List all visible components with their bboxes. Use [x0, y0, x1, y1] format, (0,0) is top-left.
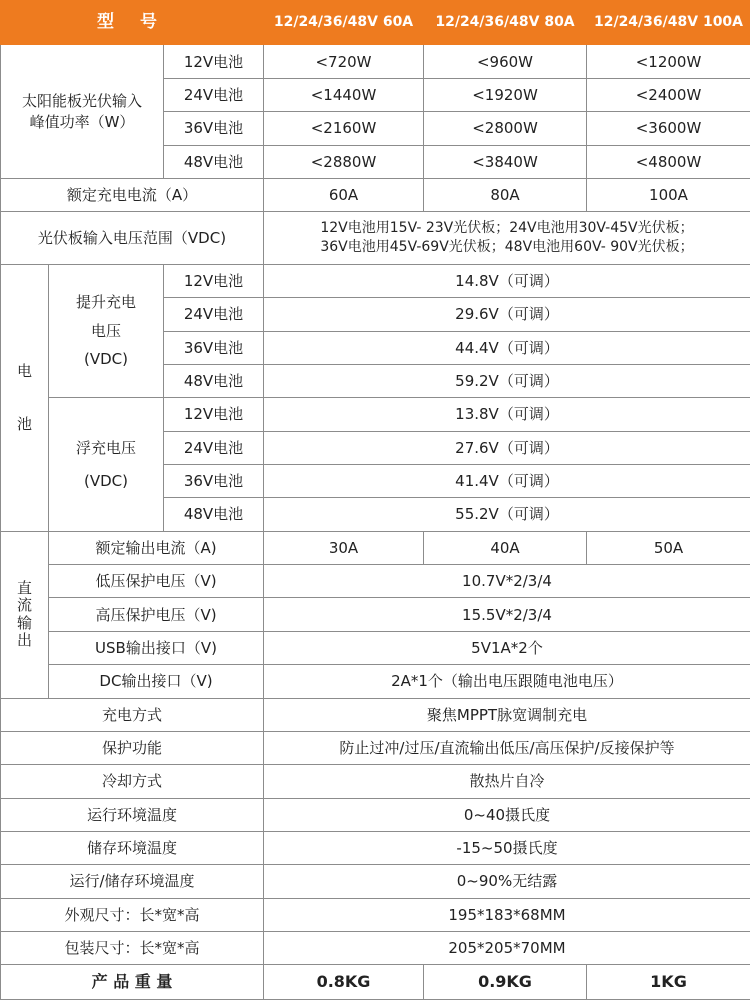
value-cell: -15~50摄氏度 [264, 831, 750, 864]
value-cell: 80A [424, 178, 587, 211]
header-60a: 12/24/36/48V 60A [264, 1, 424, 45]
table-row [1, 631, 750, 664]
table-row [1, 965, 750, 1000]
spec-label: 包装尺寸：长*宽*高 [1, 932, 264, 965]
value-cell: 27.6V（可调） [264, 431, 750, 464]
value-cell: 59.2V（可调） [264, 364, 750, 397]
boost-label-line1: 提升充电 [75, 293, 136, 312]
spec-label: 冷却方式 [1, 765, 264, 798]
value-cell: <2880W [264, 145, 424, 178]
battery-cell: 36V电池 [164, 331, 264, 364]
value-cell: <1440W [264, 78, 424, 111]
table-row [1, 865, 750, 898]
dc-output-char: 流 [16, 596, 32, 615]
table-row [1, 765, 750, 798]
boost-label-line3: (VDC) [84, 350, 128, 369]
value-cell: 5V1A*2个 [264, 631, 750, 664]
value-cell: 40A [424, 531, 587, 564]
table-row [1, 531, 750, 564]
value-cell: 30A [264, 531, 424, 564]
value-cell: 10.7V*2/3/4 [264, 565, 750, 598]
value-cell: <2400W [587, 78, 750, 111]
value-cell: 防止过冲/过压/直流输出低压/高压保护/反接保护等 [264, 731, 750, 764]
weight-label: 产 品 重 量 [1, 965, 264, 1000]
battery-cell: 24V电池 [164, 298, 264, 331]
header-100a: 12/24/36/48V 100A [587, 1, 750, 45]
pv-power-label [1, 45, 164, 178]
float-label-line1: 浮充电压 [75, 438, 136, 457]
header-80a: 12/24/36/48V 80A [424, 1, 587, 45]
battery-cell: 36V电池 [164, 465, 264, 498]
value-cell: <2160W [264, 112, 424, 145]
value-cell: <3600W [587, 112, 750, 145]
value-cell: 聚焦MPPT脉宽调制充电 [264, 698, 750, 731]
pv-voltage-label: 光伏板输入电压范围（VDC) [1, 212, 264, 265]
boost-voltage-label [49, 264, 164, 397]
value-cell: 13.8V（可调） [264, 398, 750, 431]
table-row [1, 932, 750, 965]
value-cell: 41.4V（可调） [264, 465, 750, 498]
value-cell: 44.4V（可调） [264, 331, 750, 364]
spec-label: 充电方式 [1, 698, 264, 731]
battery-cell: 12V电池 [164, 45, 264, 78]
value-cell: 0.8KG [264, 965, 424, 1000]
battery-cell: 48V电池 [164, 498, 264, 531]
battery-group-label [1, 264, 49, 531]
table-row [1, 831, 750, 864]
value-cell: <960W [424, 45, 587, 78]
value-cell: 100A [587, 178, 750, 211]
value-cell: 1KG [587, 965, 750, 1000]
dc-output-group-label [1, 531, 49, 698]
table-row [1, 665, 750, 698]
value-cell: 15.5V*2/3/4 [264, 598, 750, 631]
battery-cell: 12V电池 [164, 398, 264, 431]
table-row [1, 45, 750, 78]
table-row [1, 565, 750, 598]
battery-cell: 12V电池 [164, 264, 264, 297]
spec-label: 储存环境温度 [1, 831, 264, 864]
table-row [1, 698, 750, 731]
table-row [1, 178, 750, 211]
value-cell: 散热片自冷 [264, 765, 750, 798]
spec-label: 运行环境温度 [1, 798, 264, 831]
dc-output-char: 直 [16, 579, 32, 598]
float-label-line2: (VDC) [84, 471, 128, 490]
value-cell: 0~90%无结露 [264, 865, 750, 898]
dc-label: DC输出接口（V) [49, 665, 264, 698]
low-protect-label: 低压保护电压（V) [49, 565, 264, 598]
value-cell: <1920W [424, 78, 587, 111]
value-cell: 0~40摄氏度 [264, 798, 750, 831]
high-protect-label: 高压保护电压（V) [49, 598, 264, 631]
battery-label-bottom: 池 [16, 414, 32, 433]
battery-cell: 48V电池 [164, 364, 264, 397]
table-row [1, 264, 750, 297]
table-row [1, 898, 750, 931]
value-cell: 60A [264, 178, 424, 211]
pv-power-label-line1: 太阳能板光伏输入 [21, 92, 142, 111]
table-row [1, 731, 750, 764]
value-cell: 50A [587, 531, 750, 564]
value-cell: <1200W [587, 45, 750, 78]
float-voltage-label [49, 398, 164, 531]
value-cell: <720W [264, 45, 424, 78]
battery-cell: 36V电池 [164, 112, 264, 145]
pv-voltage-value [264, 212, 750, 265]
value-cell: 205*205*70MM [264, 932, 750, 965]
boost-label-line2: 电压 [90, 321, 121, 340]
rated-output-label: 额定输出电流（A) [49, 531, 264, 564]
pv-voltage-line2: 36V电池用45V-69V光伏板；48V电池用60V- 90V光伏板； [320, 239, 694, 256]
value-cell: <2800W [424, 112, 587, 145]
dc-output-char: 输 [16, 613, 32, 632]
header-row [1, 1, 750, 45]
table-row [1, 798, 750, 831]
battery-cell: 48V电池 [164, 145, 264, 178]
value-cell: 14.8V（可调） [264, 264, 750, 297]
value-cell: <4800W [587, 145, 750, 178]
table-row [1, 598, 750, 631]
spec-label: 外观尺寸：长*宽*高 [1, 898, 264, 931]
battery-cell: 24V电池 [164, 78, 264, 111]
value-cell: 55.2V（可调） [264, 498, 750, 531]
table-row [1, 212, 750, 265]
rated-charge-label: 额定充电电流（A） [1, 178, 264, 211]
pv-voltage-line1: 12V电池用15V- 23V光伏板；24V电池用30V-45V光伏板； [320, 220, 694, 237]
battery-cell: 24V电池 [164, 431, 264, 464]
model-header: 型 号 [1, 1, 264, 45]
value-cell: 29.6V（可调） [264, 298, 750, 331]
value-cell: 2A*1个（输出电压跟随电池电压） [264, 665, 750, 698]
dc-output-char: 出 [16, 630, 32, 649]
usb-label: USB输出接口（V) [49, 631, 264, 664]
table-row [1, 398, 750, 431]
spec-label: 运行/储存环境温度 [1, 865, 264, 898]
pv-power-label-line2: 峰值功率（W） [29, 112, 135, 131]
spec-label: 保护功能 [1, 731, 264, 764]
battery-label-top: 电 [16, 361, 32, 380]
value-cell: 0.9KG [424, 965, 587, 1000]
value-cell: 195*183*68MM [264, 898, 750, 931]
value-cell: <3840W [424, 145, 587, 178]
